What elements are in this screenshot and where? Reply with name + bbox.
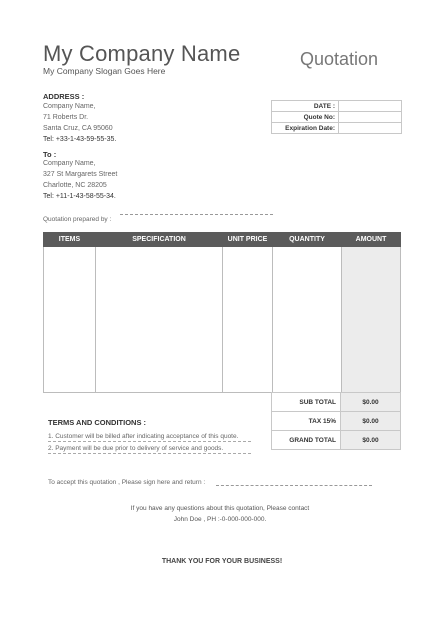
company-name: My Company Name [43,41,241,66]
address-heading: ADDRESS : [43,92,85,101]
document-title: Quotation [300,49,379,69]
date-field[interactable] [339,101,402,112]
expiration-date-field[interactable] [339,123,402,134]
address-line: 327 St Margarets Street [43,171,118,178]
subtotal-label: SUB TOTAL [272,393,341,412]
accept-instruction: To accept this quotation , Please sign here and return : [48,479,206,486]
address-line: Company Name, [43,103,96,110]
items-table-header [44,233,401,247]
quote-meta-table [271,100,402,134]
column-header: SPECIFICATION [96,233,223,247]
sender-address [43,101,116,145]
amount-cell [342,247,401,393]
tax-value: $0.00 [341,412,401,431]
prepared-by-signature-line[interactable] [120,214,273,215]
acceptance-signature-line[interactable] [216,485,372,486]
address-line: 71 Roberts Dr. [43,114,89,121]
items-cell[interactable] [44,247,96,393]
address-line: Company Name, [43,160,96,167]
expiration-date-label: Expiration Date: [272,123,339,134]
subtotal-value: $0.00 [341,393,401,412]
company-slogan: My Company Slogan Goes Here [43,66,166,76]
unit-price-cell[interactable] [223,247,273,393]
table-row [44,247,401,393]
address-line: Charlotte, NC 28205 [43,182,107,189]
column-header: UNIT PRICE [223,233,273,247]
terms-item: 2. Payment will be due prior to delivery of service and goods. [48,445,224,452]
tax-label: TAX 15% [272,412,341,431]
terms-list [48,431,238,455]
date-label: DATE : [272,101,339,112]
grand-total-label: GRAND TOTAL [272,431,341,450]
address-phone: Tel: +11-1-43-58-55-34. [43,193,116,200]
grand-total-value: $0.00 [341,431,401,450]
specification-cell[interactable] [96,247,223,393]
address-line: Santa Cruz, CA 95060 [43,125,113,132]
address-phone: Tel: +33-1-43-59-55-35. [43,136,117,143]
terms-heading: TERMS AND CONDITIONS : [48,418,147,427]
column-header: QUANTITY [273,233,342,247]
items-table [43,232,401,393]
quote-no-label: Quote No: [272,112,339,123]
totals-table [271,392,401,450]
quote-no-field[interactable] [339,112,402,123]
prepared-by-label: Quotation prepared by : [43,216,112,223]
contact-text: If you have any questions about this quotation, Please contact [130,505,310,512]
terms-item: 1. Customer will be billed after indicating acceptance of this quote. [48,433,239,440]
divider [48,441,251,442]
column-header: AMOUNT [342,233,401,247]
thank-you-message: THANK YOU FOR YOUR BUSINESS! [161,558,283,565]
quantity-cell[interactable] [273,247,342,393]
divider [48,453,251,454]
recipient-address [43,158,117,202]
column-header: ITEMS [44,233,96,247]
contact-details: John Doe , PH :-0-000-000-000. [173,516,267,523]
to-heading: To : [43,150,57,159]
